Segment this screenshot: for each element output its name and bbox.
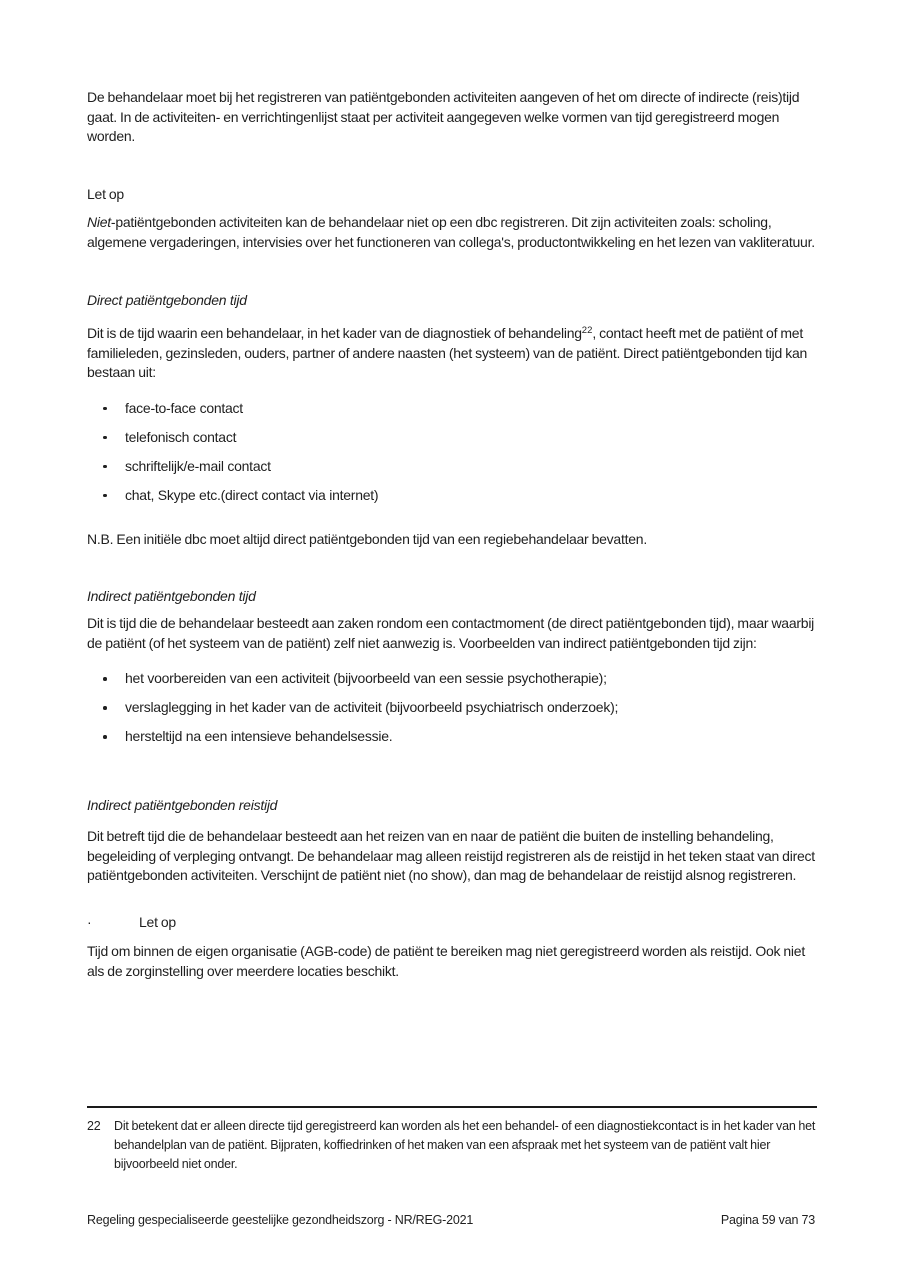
bullet-marker [103, 407, 107, 411]
list-item [87, 457, 817, 476]
bullet-marker [103, 706, 107, 710]
bullet-text: het voorbereiden van een activiteit (bijvoorbeeld van een sessie psychotherapie); [125, 670, 607, 686]
bullet-marker [103, 494, 107, 498]
footnote-section [87, 1106, 817, 1174]
bullet-text: face-to-face contact [125, 399, 243, 416]
list-item [87, 698, 817, 717]
bullet-marker [103, 735, 107, 739]
bullet-text: schriftelijk/e-mail contact [125, 457, 271, 474]
footer-page-number: Pagina 59 van 73 [720, 1213, 815, 1227]
bullet-marker [103, 465, 107, 469]
bullet-text: chat, Skype etc.(direct contact via internet) [125, 486, 379, 503]
section-reistijd-paragraph: Dit betreft tijd die de behandelaar besteedt aan het reizen van en naar de patiënt die buiten de instelling behandeling, begeleiding of verpleging ontvangt. De behandelaar mag alleen reistijd registreren als de reistijd in het teken staat van direct patiëntgebonden activiteiten. Verschijnt de patiënt niet (no show), dan mag de behandelaar de reistijd alsnog registreren. [87, 828, 815, 883]
footer-document-title: Regeling gespecialiseerde geestelijke gezondheidszorg - NR/REG-2021 [87, 1213, 474, 1227]
note2-paragraph: Tijd om binnen de eigen organisatie (AGB-code) de patiënt te bereiken mag niet geregistreerd worden als reistijd. Ook niet als de zorginstelling over meerdere locaties beschikt. [87, 943, 805, 979]
section-indirect-heading: Indirect patiëntgebonden tijd [87, 588, 256, 604]
note2-title-line [87, 913, 817, 933]
bullet-text: verslaglegging in het kader van de activiteit (bijvoorbeeld psychiatrisch onderzoek); [125, 699, 619, 715]
document-body [87, 0, 817, 981]
footnote-text: Dit betekent dat er alleen directe tijd geregistreerd kan worden als het een behandel- of een diagnostiekcontact is in het kader van het behandelplan van de patiënt. Bijpraten, koffiedrinken of het maken van een afspraak met het systeem van de patiënt valt hier bijvoorbeeld niet onder. [114, 1119, 816, 1171]
intro-paragraph: De behandelaar moet bij het registreren van patiëntgebonden activiteiten aangeven of het om directe of indirecte (reis)tijd gaat. In de activiteiten- en verrichtingenlijst staat per activiteit aangegeven welke vormen van tijd geregistreerd mogen worden. [87, 89, 800, 144]
list-item [87, 428, 817, 447]
footnote-number: 22 [87, 1119, 101, 1133]
note1-body-text: -patiëntgebonden activiteiten kan de behandelaar niet op een dbc registreren. Dit zijn activiteiten zoals: scholing, algemene vergaderingen, intervisies over het functioneren van collega's, productontwikkeling en het lezen van vakliteratuur. [87, 214, 815, 250]
footnote-row [87, 1117, 817, 1174]
note1-paragraph [87, 213, 817, 252]
note2-dash-marker: · [87, 913, 92, 930]
bullet-text: hersteltijd na een intensieve behandelsessie. [125, 728, 393, 744]
footnote-reference-22: 22 [581, 325, 593, 336]
page-footer [87, 1212, 815, 1228]
list-item [87, 399, 817, 418]
direct-body-start: Dit is de tijd waarin een behandelaar, in het kader van de diagnostiek of behandeling [87, 325, 582, 341]
section-direct-paragraph [87, 324, 817, 383]
list-item [87, 486, 817, 505]
note1-italic-lead: Niet [87, 214, 111, 230]
direct-body-end: , contact heeft met de patiënt of met familieleden, gezinsleden, ouders, partner of andere naasten (het systeem) van de patiënt. Direct patiëntgebonden tijd kan bestaan uit: [87, 325, 808, 380]
bullet-text: telefonisch contact [125, 428, 237, 445]
section-direct-heading: Direct patiëntgebonden tijd [87, 292, 247, 308]
indirect-bullet-list [87, 669, 817, 746]
bullet-marker [103, 677, 107, 681]
nb-paragraph: N.B. Een initiële dbc moet altijd direct patiëntgebonden tijd van een regiebehandelaar bevatten. [87, 530, 647, 547]
section-indirect-paragraph: Dit is tijd die de behandelaar besteedt aan zaken rondom een contactmoment (de direct patiëntgebonden tijd), maar waarbij de patiënt (of het systeem van de patiënt) zelf niet aanwezig is. Voorbeelden van indirect patiëntgebonden tijd zijn: [87, 615, 815, 651]
note1-title: Let op [87, 185, 124, 202]
list-item [87, 727, 817, 746]
list-item [87, 669, 817, 688]
bullet-marker [103, 436, 107, 440]
section-reistijd-heading: Indirect patiëntgebonden reistijd [87, 797, 278, 813]
note2-title: Let op [139, 913, 176, 930]
direct-bullet-list [87, 399, 817, 505]
